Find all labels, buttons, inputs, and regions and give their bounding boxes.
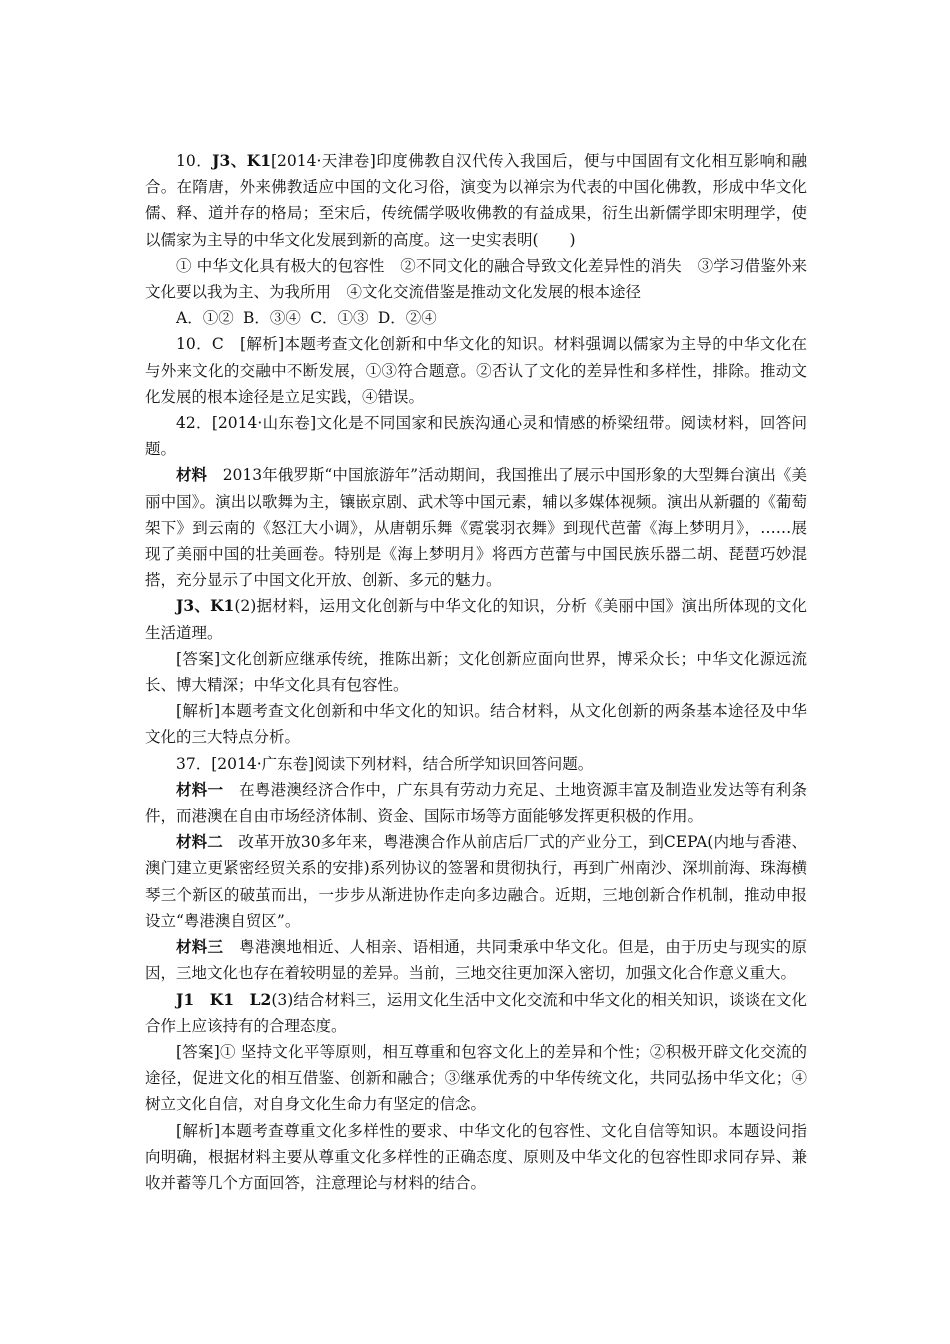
question-number: 10．	[176, 152, 213, 170]
answer-text: ① 坚持文化平等原则，相互尊重和包容文化上的差异和个性；②积极开辟文化交流的途径，促进文化的相互借鉴、创新和融合；③继承优秀的中华传统文化，共同弘扬中华文化；④树立文化自信，对自身文化生命力有坚定的信念。	[145, 1042, 807, 1114]
q42-material	[145, 462, 807, 593]
analysis-text: 本题考查尊重文化多样性的要求、中华文化的包容性、文化自信等知识。本题设问指向明确，根据材料主要从尊重文化多样性的正确态度、原则及中华文化的包容性即求同存异、兼收并蓄等几个方面回答，注意理论与材料的结合。	[145, 1121, 807, 1192]
subquestion-text: (3)结合材料三，运用文化生活中文化交流和中华文化的相关知识，谈谈在文化合作上应该持有的合理态度。	[145, 990, 807, 1035]
q37-material-2	[145, 829, 807, 934]
analysis-label: [解析]	[176, 1121, 221, 1140]
knowledge-tags: J3、K1	[176, 596, 235, 616]
q37-answer	[145, 1039, 807, 1118]
answer-label: [答案]	[176, 649, 221, 668]
material-label: 材料一	[176, 779, 224, 799]
option-a: A．①②	[176, 309, 234, 328]
document-page	[145, 148, 807, 1196]
material-label: 材料三	[176, 937, 224, 957]
q37-material-3	[145, 934, 807, 986]
q10-statements: ① 中华文化具有极大的包容性 ②不同文化的融合导致文化差异性的消失 ③学习借鉴外来文化要以我为主、为我所用 ④文化交流借鉴是推动文化发展的根本途径	[145, 256, 807, 302]
option-d: D．②④	[377, 309, 437, 328]
material-label: 材料	[176, 465, 208, 485]
material-label: 材料二	[176, 832, 223, 852]
q42-stem	[145, 410, 807, 462]
question-source: [2014·天津卷]	[270, 152, 376, 170]
material-text: 改革开放30多年来，粤港澳合作从前店后厂式的产业分工，到CEPA(内地与香港、澳门建立更紧密经贸关系的安排)系列协议的签署和贯彻执行，再到广州南沙、深圳前海、珠海横琴三个新区的破茧而出，一步步从渐进协作走向多边融合。近期，三地创新合作机制，推动申报设立“粤港澳自贸区”。	[145, 833, 807, 930]
analysis-text: 本题考查文化创新和中华文化的知识。结合材料，从文化创新的两条基本途径及中华文化的三大特点分析。	[145, 702, 807, 747]
question-number: 37．	[176, 754, 212, 773]
question-stem: 阅读下列材料，结合所学知识回答问题。	[314, 754, 594, 773]
answer-text: 文化创新应继承传统，推陈出新；文化创新应面向世界，博采众长；中华文化源远流长、博大精深；中华文化具有包容性。	[145, 649, 807, 695]
q37-subquestion	[145, 987, 807, 1039]
question-number: 42．	[176, 414, 212, 433]
option-b: B．③④	[243, 309, 301, 328]
q10-stem	[145, 148, 807, 253]
question-source: [2014·广东卷]	[211, 754, 315, 773]
q42-answer	[145, 646, 807, 698]
answer-letter: C	[211, 335, 224, 354]
material-text: 粤港澳地相近、人相亲、语相通，共同秉承中华文化。但是，由于历史与现实的原因，三地文化也存在着较明显的差异。当前，三地交往更加深入密切，加强文化合作意义重大。	[145, 938, 807, 983]
option-c: C．①③	[310, 309, 369, 328]
knowledge-tags: J3、K1	[212, 151, 271, 170]
q42-subquestion	[145, 593, 807, 645]
answer-number: 10．	[176, 335, 212, 354]
analysis-label: [解析]	[176, 702, 221, 721]
q10-options	[145, 305, 807, 331]
analysis-label: [解析]	[240, 335, 285, 354]
analysis-text: 本题考查文化创新和中华文化的知识。材料强调以儒家为主导的中华文化在与外来文化的交融中不断发展，①③符合题意。②否认了文化的差异性和多样性，排除。推动文化发展的根本途径是立足实践，④错误。	[145, 335, 807, 406]
material-text: 在粤港澳经济合作中，广东具有劳动力充足、土地资源丰富及制造业发达等有利条件，而港澳在自由市场经济体制、资金、国际市场等方面能够发挥更积极的作用。	[145, 780, 807, 826]
knowledge-tags: J1 K1 L2	[176, 989, 272, 1009]
subquestion-text: (2)据材料，运用文化创新与中华文化的知识，分析《美丽中国》演出所体现的文化生活道理。	[145, 597, 807, 642]
answer-label: [答案]	[176, 1042, 220, 1061]
question-stem: 文化是不同国家和民族沟通心灵和情感的桥梁纽带。阅读材料，回答问题。	[145, 414, 807, 459]
q10-answer	[145, 331, 807, 410]
q37-stem	[145, 751, 807, 777]
q42-analysis	[145, 698, 807, 750]
question-source: [2014·山东卷]	[211, 414, 317, 433]
question-stem: 印度佛教自汉代传入我国后，便与中国固有文化相互影响和融合。在隋唐，外来佛教适应中国的文化习俗，演变为以禅宗为代表的中国化佛教，形成中华文化儒、释、道并存的格局；至宋后，传统儒学吸收佛教的有益成果，衍生出新儒学即宋明理学，使以儒家为主导的中华文化发展到新的高度。这一史实表明( )	[145, 152, 807, 249]
q37-material-1	[145, 777, 807, 829]
material-text: 2013年俄罗斯“中国旅游年”活动期间，我国推出了展示中国形象的大型舞台演出《美丽中国》。演出以歌舞为主，镶嵌京剧、武术等中国元素，辅以多媒体视频。演出从新疆的《葡萄架下》到云南的《怒江大小调》，从唐朝乐舞《霓裳羽衣舞》到现代芭蕾《海上梦明月》，……展现了美丽中国的壮美画卷。特别是《海上梦明月》将西方芭蕾与中国民族乐器二胡、琵琶巧妙混搭，充分显示了中国文化开放、创新、多元的魅力。	[145, 466, 807, 590]
q37-analysis	[145, 1118, 807, 1197]
